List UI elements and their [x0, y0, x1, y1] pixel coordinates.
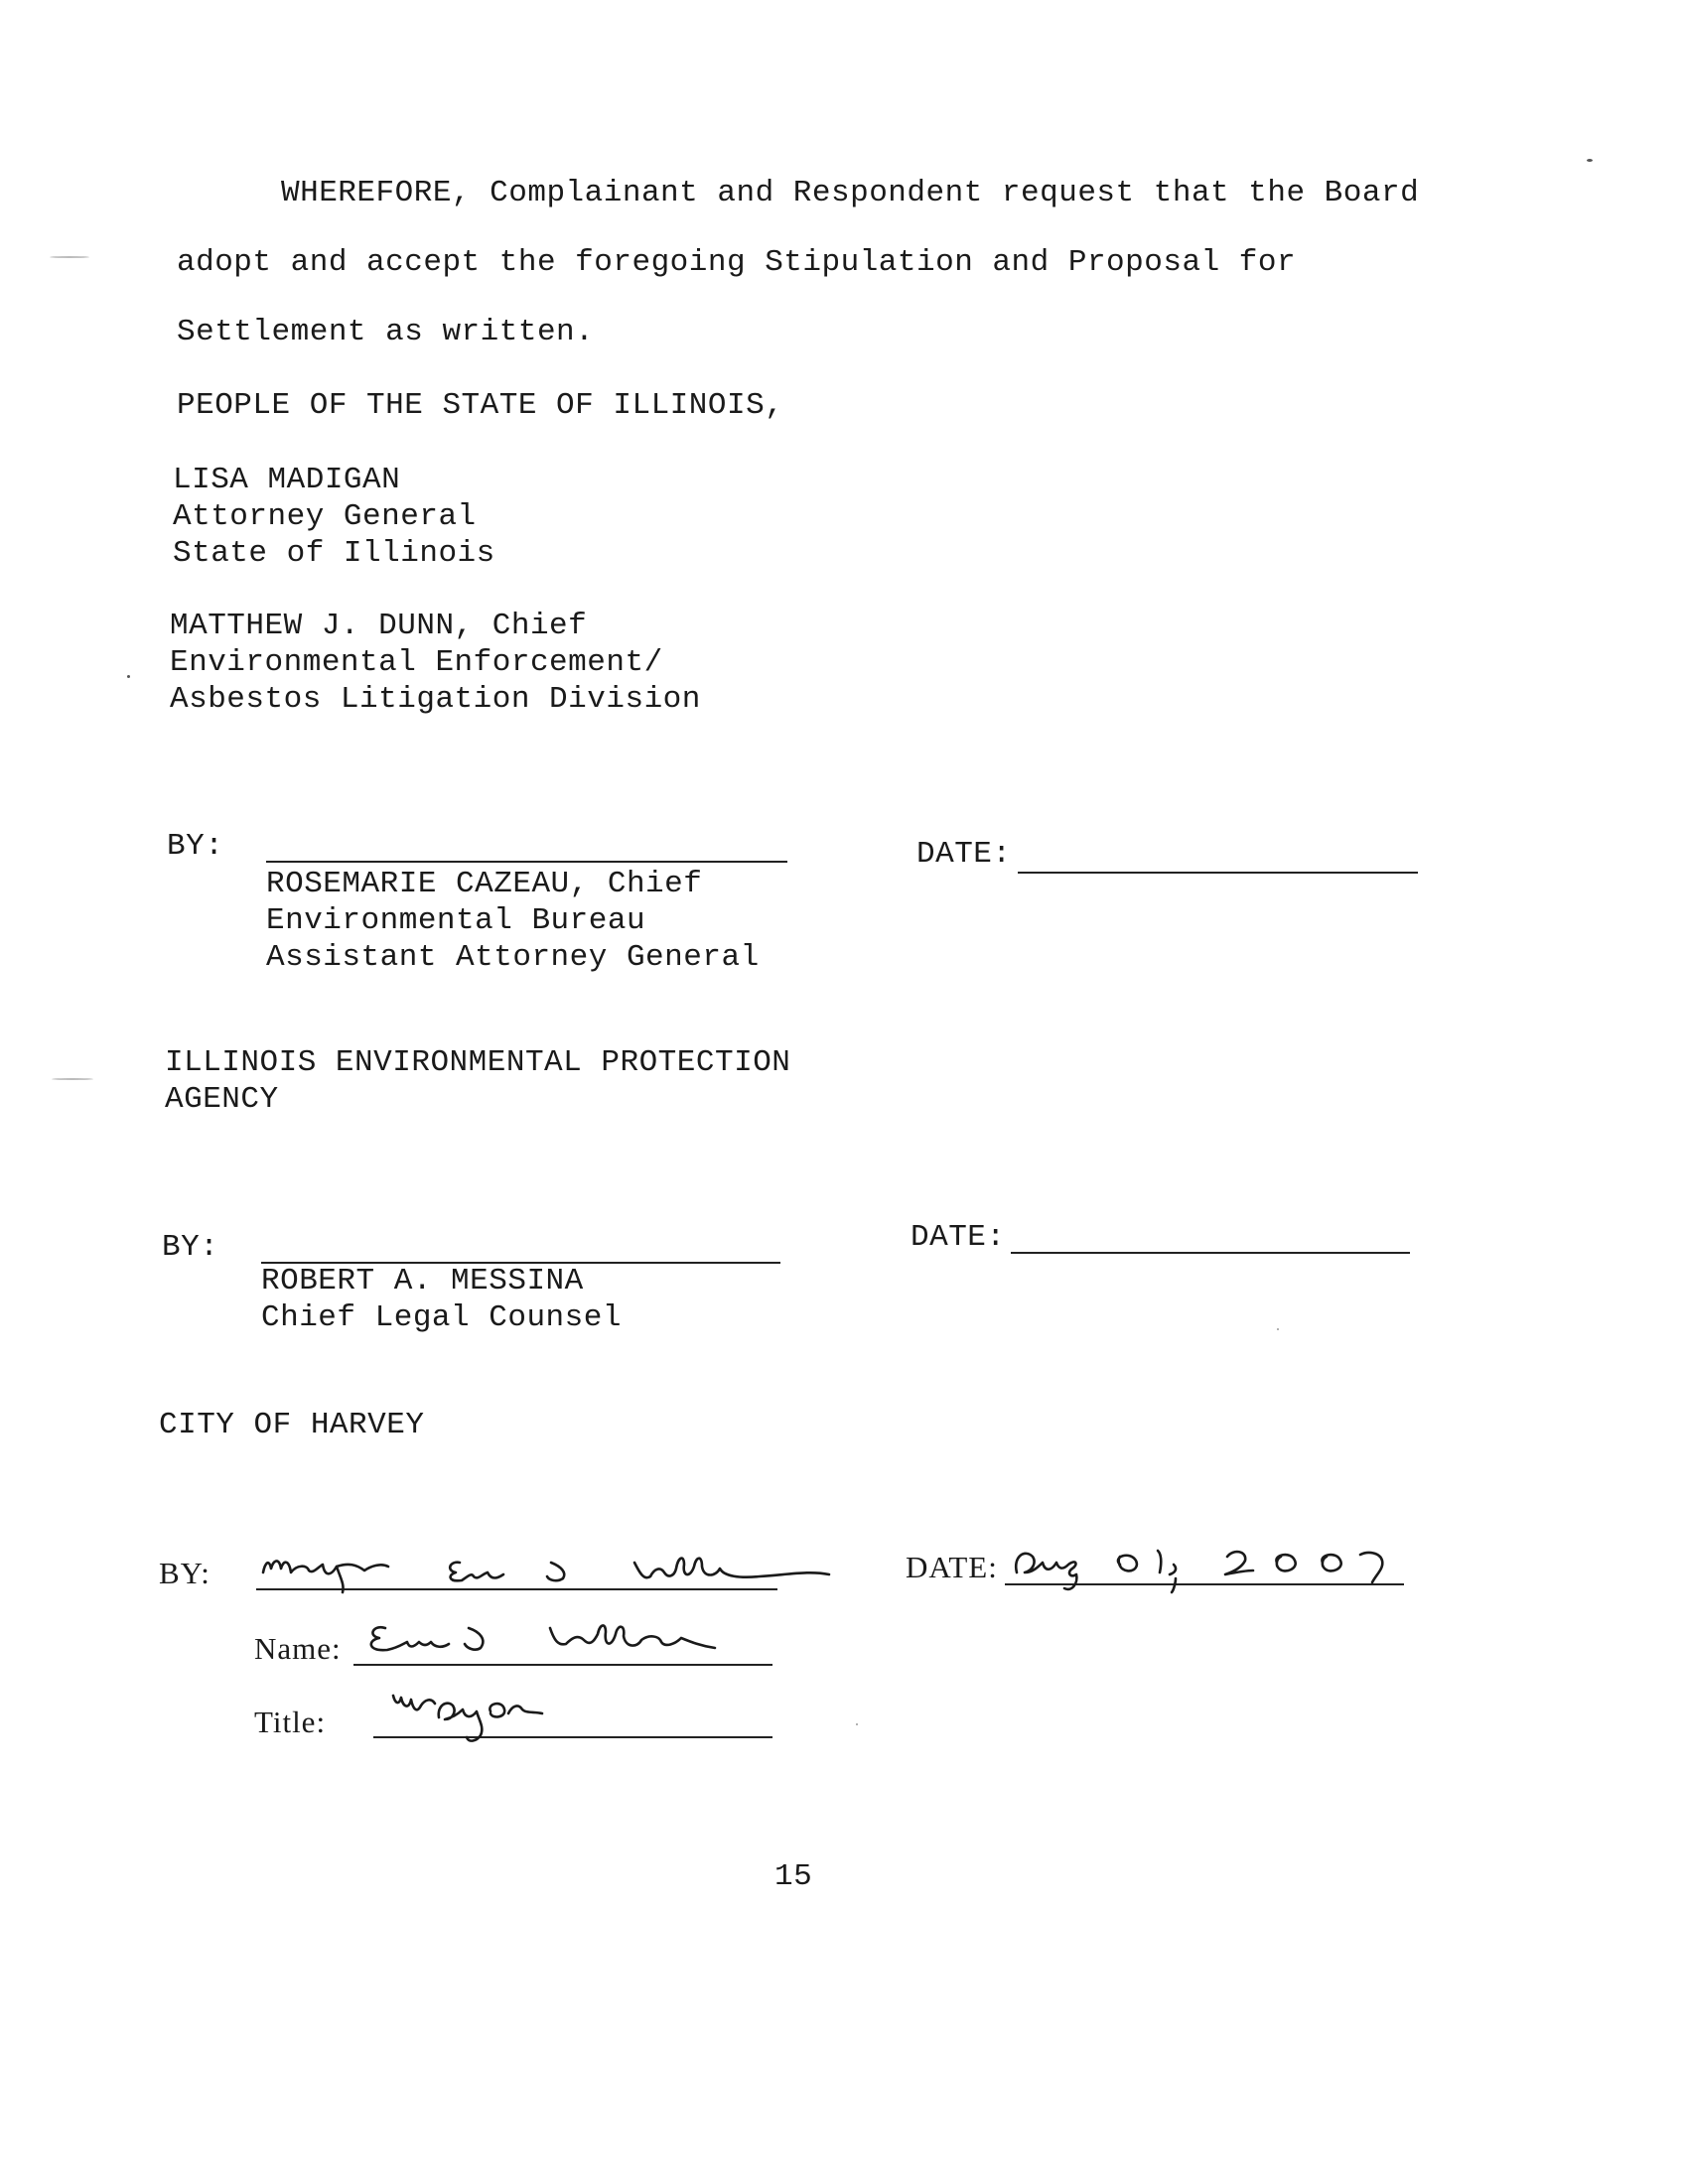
division-line-2: Environmental Enforcement/	[170, 645, 663, 680]
attorney-general-state: State of Illinois	[173, 536, 495, 571]
scan-artifact	[127, 675, 130, 678]
division-chief: MATTHEW J. DUNN, Chief	[170, 609, 588, 643]
scan-artifact	[856, 1723, 858, 1725]
handwritten-name	[348, 1606, 784, 1670]
attorney-general-title: Attorney General	[173, 499, 477, 534]
signer-name: ROBERT A. MESSINA	[261, 1264, 584, 1298]
handwritten-date	[1003, 1529, 1420, 1598]
title-label: Title:	[254, 1705, 327, 1739]
page-number: 15	[774, 1859, 813, 1894]
date-label: DATE:	[911, 1220, 1006, 1255]
date-line	[1011, 1252, 1410, 1254]
people-heading: PEOPLE OF THE STATE OF ILLINOIS,	[177, 388, 784, 423]
signer-line-2: Environmental Bureau	[266, 903, 646, 938]
signer-name: ROSEMARIE CAZEAU, Chief	[266, 867, 703, 901]
attorney-general-name: LISA MADIGAN	[173, 463, 401, 497]
date-label: DATE:	[906, 1550, 998, 1584]
scan-artifact	[1587, 159, 1593, 162]
by-label: BY:	[159, 1556, 210, 1590]
paragraph-line-2: adopt and accept the foregoing Stipulation and Proposal for	[177, 245, 1297, 280]
date-label: DATE:	[916, 837, 1012, 872]
by-label: BY:	[167, 829, 224, 864]
division-line-3: Asbestos Litigation Division	[170, 682, 701, 717]
scan-artifact	[1277, 1328, 1279, 1330]
scan-artifact	[52, 1078, 93, 1080]
agency-heading-line-2: AGENCY	[165, 1082, 279, 1117]
paragraph-line-1: WHEREFORE, Complainant and Respondent request that the Board	[281, 176, 1420, 210]
date-line	[1018, 872, 1418, 874]
name-label: Name:	[254, 1631, 342, 1666]
signer-line-3: Assistant Attorney General	[266, 940, 760, 975]
handwritten-title	[387, 1676, 576, 1755]
by-label: BY:	[162, 1230, 219, 1265]
agency-heading-line-1: ILLINOIS ENVIRONMENTAL PROTECTION	[165, 1045, 791, 1080]
paragraph-line-3: Settlement as written.	[177, 315, 595, 349]
signer-title: Chief Legal Counsel	[261, 1300, 622, 1335]
handwritten-signature	[253, 1537, 829, 1606]
city-heading: CITY OF HARVEY	[159, 1408, 425, 1442]
scan-artifact	[50, 256, 89, 258]
signature-line	[266, 861, 787, 863]
